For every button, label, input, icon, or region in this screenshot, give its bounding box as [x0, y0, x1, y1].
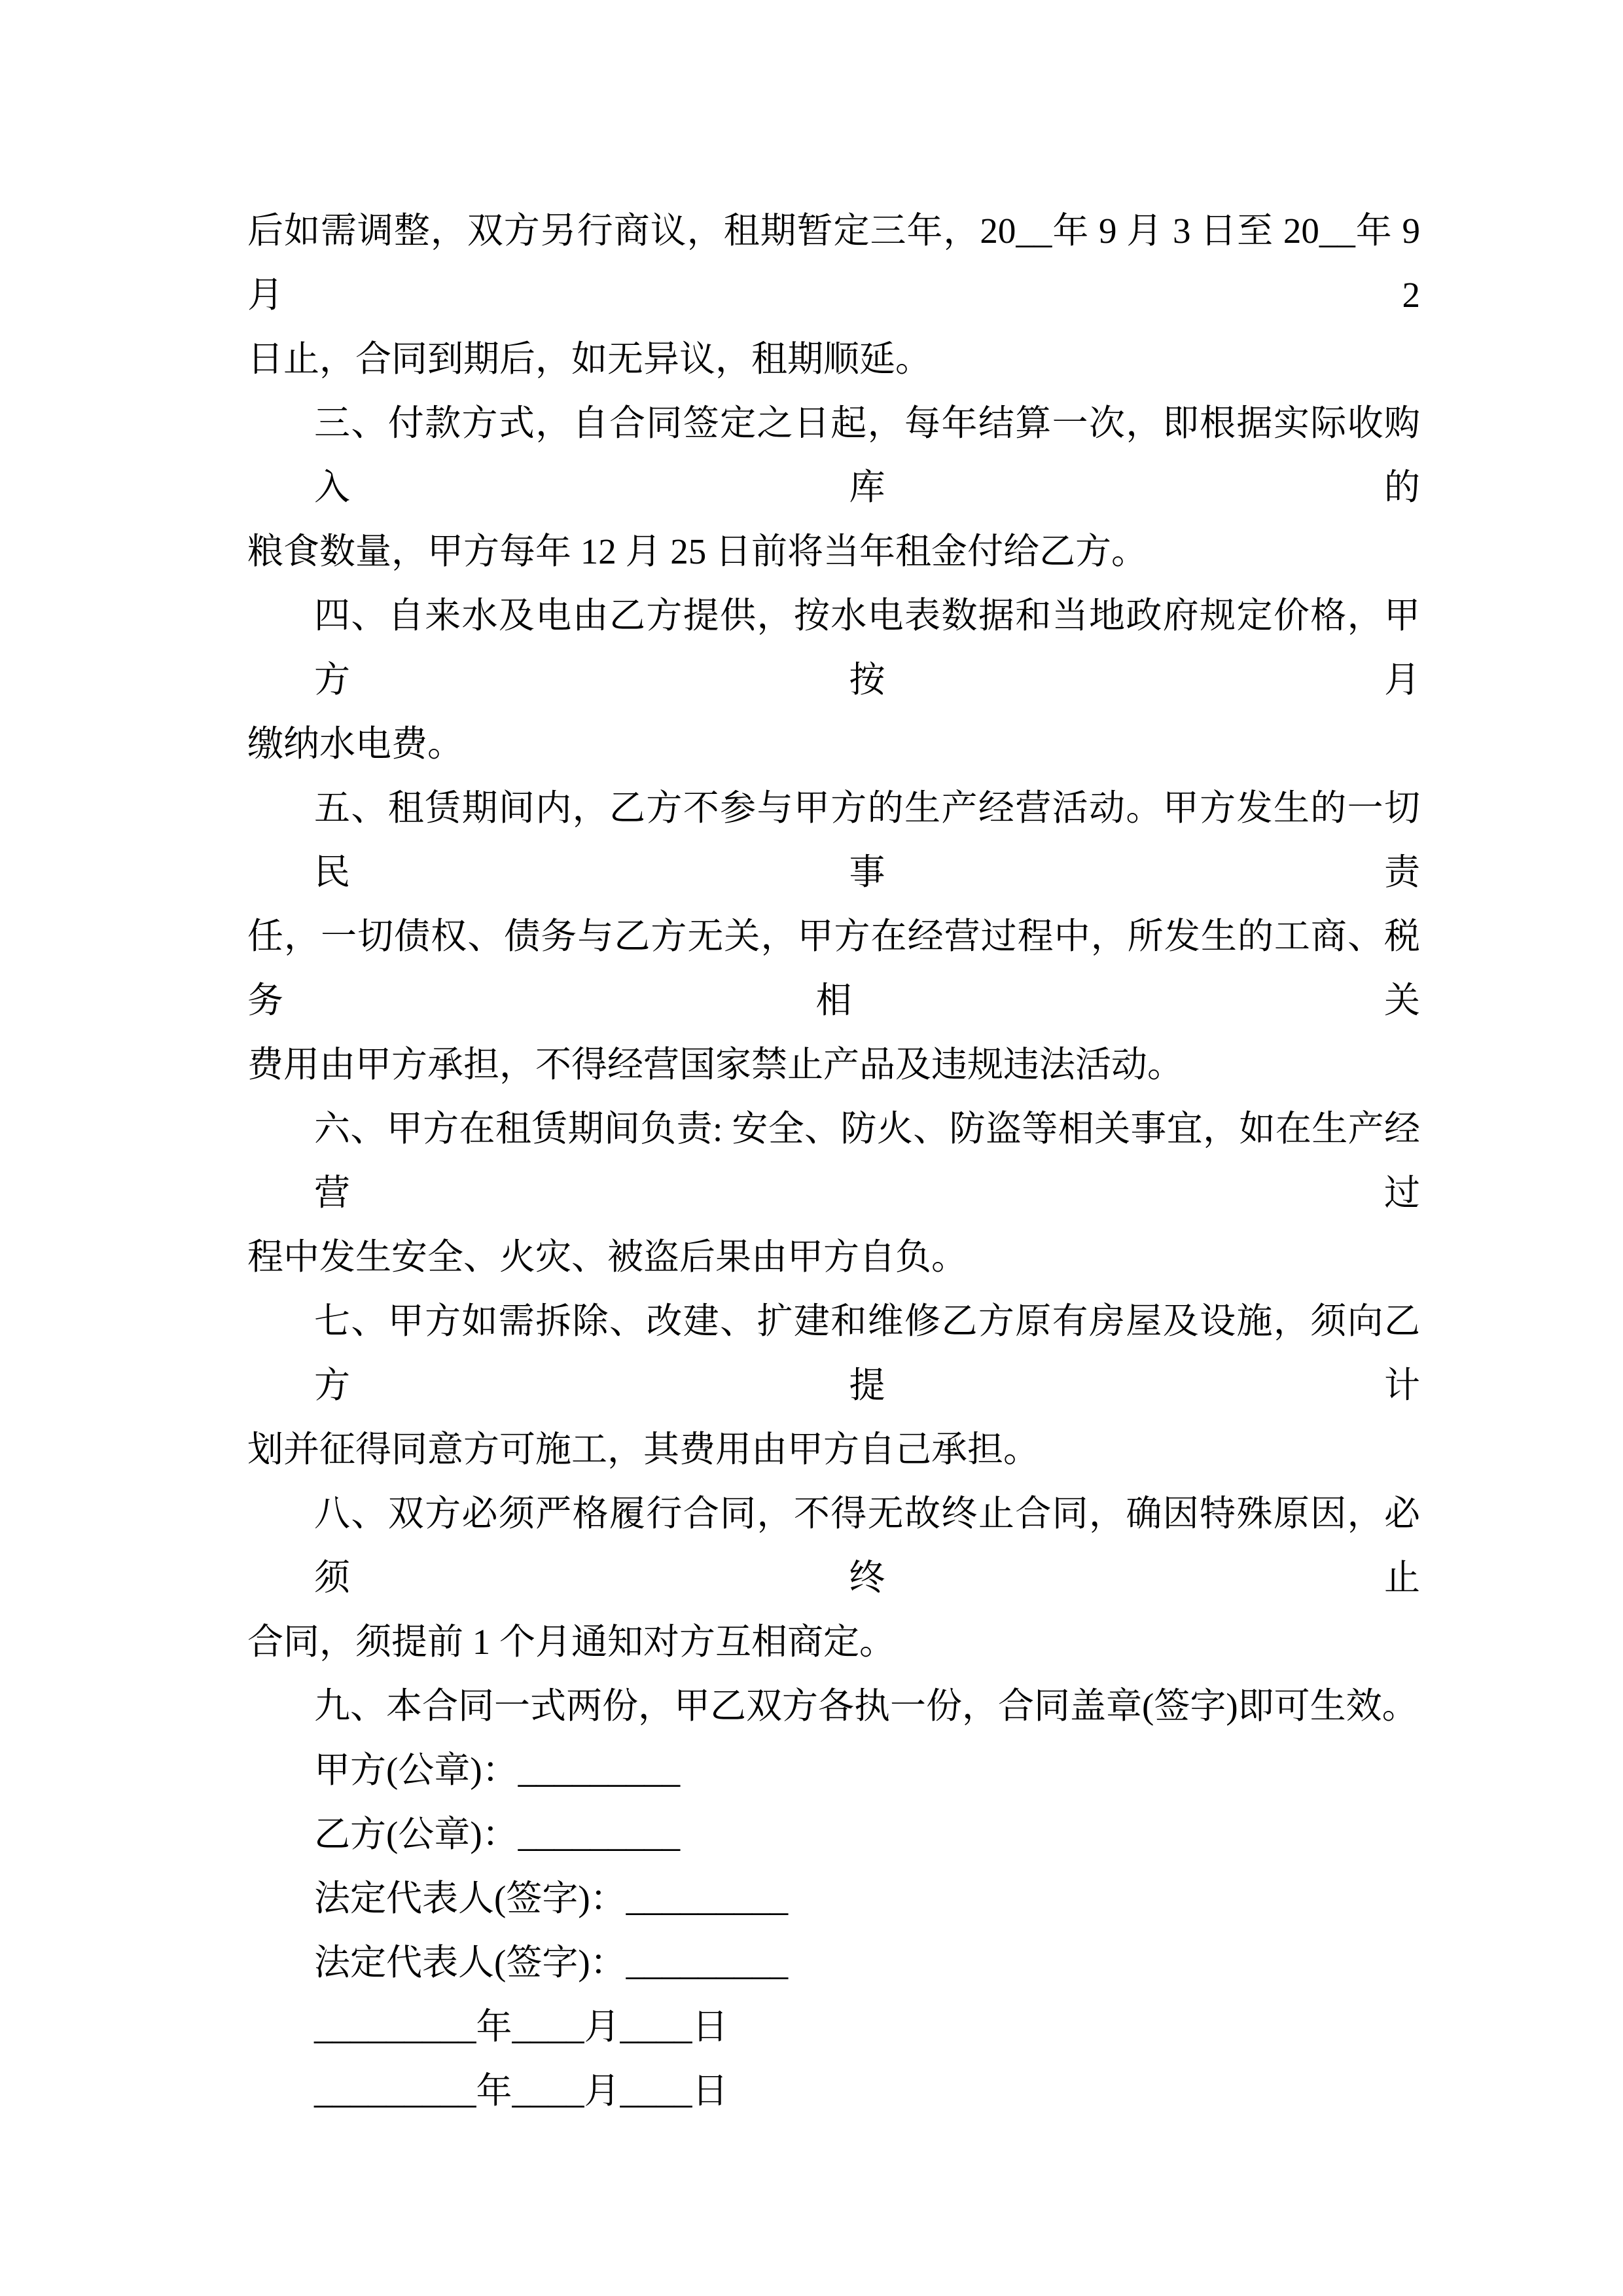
date-blank-line: _________年____月____日 — [314, 2007, 728, 2047]
date-blank-line: _________年____月____日 — [314, 2071, 728, 2111]
clause-9-line: 九、本合同一式两份，甲乙双方各执一份，合同盖章(签字)即可生效。 — [314, 1686, 1418, 1726]
clause-3-line: 粮食数量，甲方每年 12 月 25 日前将当年租金付给乙方。 — [247, 531, 1148, 571]
clause-7-line: 七、甲方如需拆除、改建、扩建和维修乙方原有房屋及设施，须向乙方提计 — [314, 1301, 1420, 1405]
clause-8-line: 合同，须提前 1 个月通知对方互相商定。 — [247, 1622, 896, 1662]
clause-5-line: 五、租赁期间内，乙方不参与甲方的生产经营活动。甲方发生的一切民事责 — [314, 788, 1420, 892]
party-b-seal-line: 乙方(公章)：_________ — [314, 1814, 681, 1854]
clause-5-line: 费用由甲方承担，不得经营国家禁止产品及违规违法活动。 — [247, 1045, 1184, 1085]
clause-6-line: 六、甲方在租赁期间负责: 安全、防火、防盗等相关事宜，如在生产经营过 — [314, 1109, 1420, 1213]
clause-7-line: 划并征得同意方可施工，其费用由甲方自己承担。 — [247, 1429, 1040, 1469]
legal-representative-signature-line: 法定代表人(签字)：_________ — [314, 1943, 789, 1982]
clause-8-line: 八、双方必须严格履行合同，不得无故终止合同，确因特殊原因，必须终止 — [314, 1494, 1420, 1598]
clause-5-line: 任，一切债权、债务与乙方无关，甲方在经营过程中，所发生的工商、税务相关 — [247, 916, 1420, 1020]
clause-3-line: 三、付款方式，自合同签定之日起，每年结算一次，即根据实际收购入库的 — [314, 403, 1420, 507]
clause-6-line: 程中发生安全、火灾、被盗后果由甲方自负。 — [247, 1237, 968, 1277]
paragraph-continuation-line: 日止，合同到期后，如无异议，租期顺延。 — [247, 339, 932, 379]
clause-4-line: 缴纳水电费。 — [247, 724, 464, 764]
document-body — [247, 199, 1420, 2123]
paragraph-continuation-line: 后如需调整，双方另行商议，租期暂定三年，20__年 9 月 3 日至 20__年 9 月 2 — [247, 211, 1420, 315]
legal-representative-signature-line: 法定代表人(签字)：_________ — [314, 1878, 789, 1918]
party-a-seal-line: 甲方(公章)：_________ — [314, 1750, 681, 1790]
clause-4-line: 四、自来水及电由乙方提供，按水电表数据和当地政府规定价格，甲方按月 — [314, 596, 1420, 700]
